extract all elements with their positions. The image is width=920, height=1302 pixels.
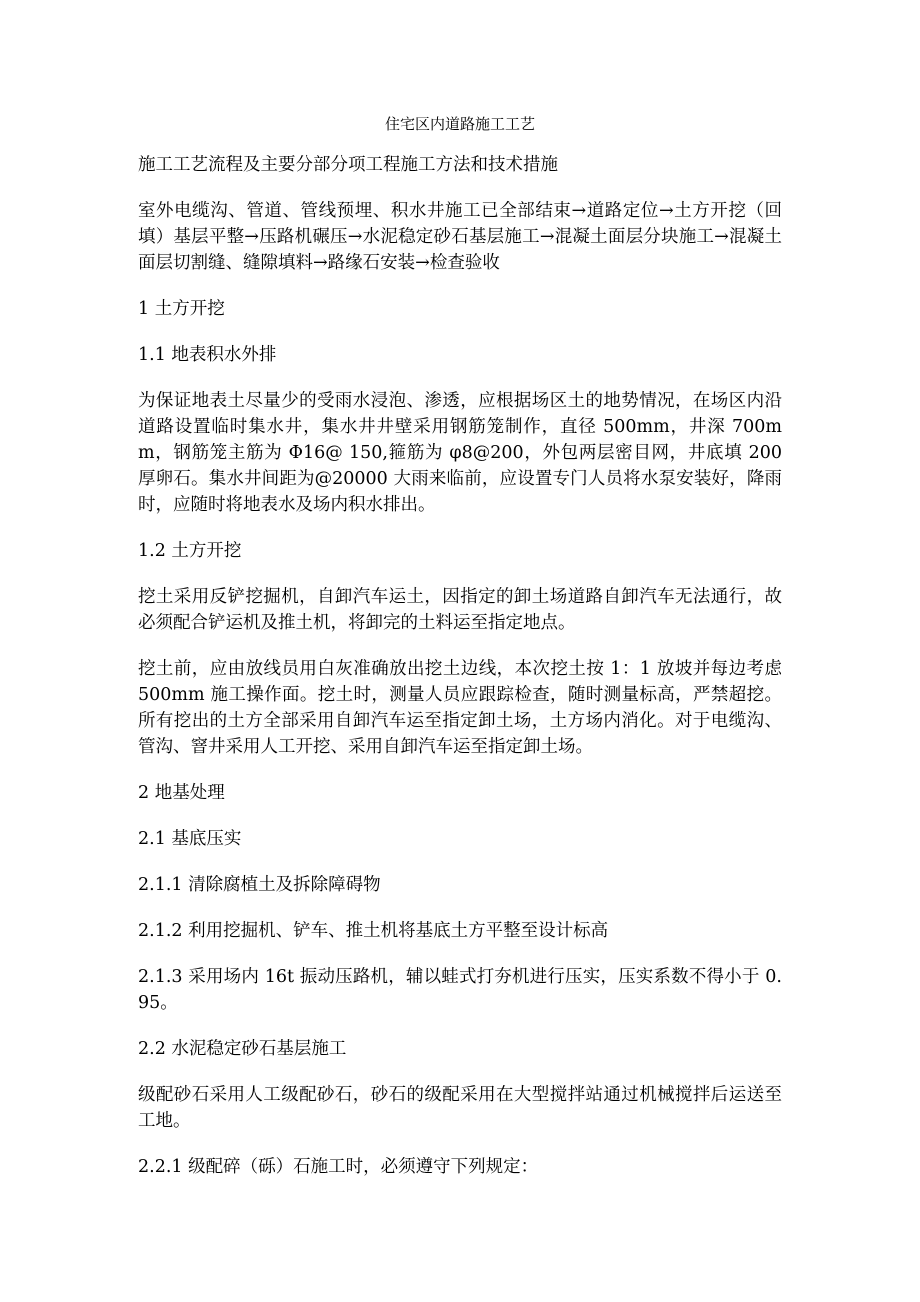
- paragraph-excavation-method: 挖土前，应由放线员用白灰准确放出挖土边线，本次挖土按 1：1 放坡并每边考虑 500mm 施工操作面。挖土时，测量人员应跟踪检查，随时测量标高，严禁超挖。所有挖出的土方全部采用自卸汽车运至指定卸土场，土方场内消化。对于电缆沟、管沟、窨井采用人工开挖、采用自卸汽车运至指定卸土场。: [138, 659, 782, 757]
- section-heading-2-1: 2.1 基底压实: [138, 829, 242, 849]
- paragraph-gravel-grading: 级配砂石采用人工级配砂石，砂石的级配采用在大型搅拌站通过机械搅拌后运送至工地。: [138, 1085, 782, 1131]
- section-heading-1-1: 1.1 地表积水外排: [138, 345, 277, 365]
- section-heading-1: 1 土方开挖: [138, 299, 225, 319]
- paragraph-process-flow: 室外电缆沟、管道、管线预埋、积水井施工已全部结束→道路定位→土方开挖（回填）基层平整→压路机碾压→水泥稳定砂石基层施工→混凝土面层分块施工→混凝土面层切割缝、缝隙填料→路缘石安装→检查验收: [138, 201, 782, 273]
- paragraph-compaction: 2.1.3 采用场内 16t 振动压路机，辅以蛙式打夯机进行压实，压实系数不得小于 0.95。: [138, 967, 782, 1013]
- section-heading-2-2-1: 2.2.1 级配碎（砾）石施工时，必须遵守下列规定：: [138, 1157, 539, 1177]
- paragraph-drainage: 为保证地表土尽量少的受雨水浸泡、渗透，应根据场区土的地势情况，在场区内沿道路设置临时集水井，集水井井壁采用钢筋笼制作，直径 500mm，井深 700mm，钢筋笼主筋为 Φ16@ 150,箍筋为 φ8@200，外包两层密目网，井底填 200 厚卵石。集水井间距为@20000 大雨来临前，应设置专门人员将水泵安装好，降雨时，应随时将地表水及场内积水排出。: [138, 391, 782, 515]
- section-heading-2: 2 地基处理: [138, 783, 225, 803]
- section-heading-2-1-1: 2.1.1 清除腐植土及拆除障碍物: [138, 875, 381, 895]
- document-title: 住宅区内道路施工工艺: [384, 115, 535, 133]
- section-heading-2-2: 2.2 水泥稳定砂石基层施工: [138, 1039, 347, 1059]
- paragraph-excavation-equipment: 挖土采用反铲挖掘机，自卸汽车运土，因指定的卸土场道路自卸汽车无法通行，故必须配合铲运机及推土机，将卸完的土料运至指定地点。: [138, 587, 782, 633]
- paragraph-process-heading: 施工工艺流程及主要分部分项工程施工方法和技术措施: [138, 155, 558, 175]
- section-heading-2-1-2: 2.1.2 利用挖掘机、铲车、推土机将基底土方平整至设计标高: [138, 921, 609, 941]
- section-heading-1-2: 1.2 土方开挖: [138, 541, 242, 561]
